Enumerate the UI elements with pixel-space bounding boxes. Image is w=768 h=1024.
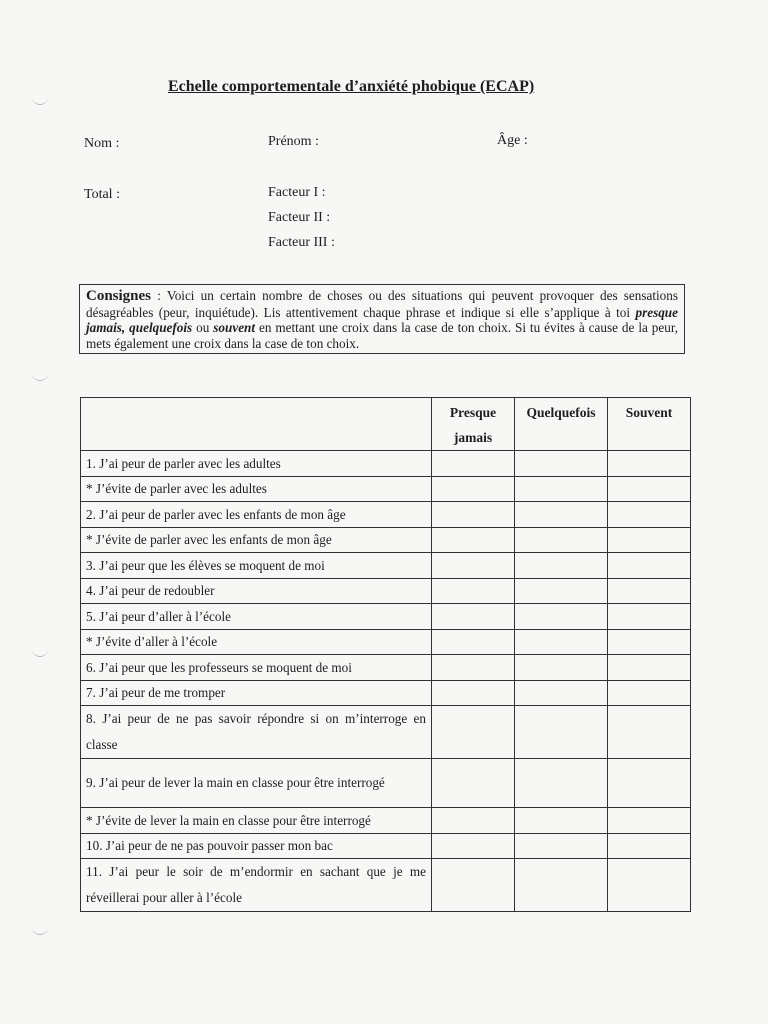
- answer-cell-souvent[interactable]: [608, 859, 691, 912]
- answer-cell-quelquefois[interactable]: [515, 604, 608, 630]
- table-row: [81, 604, 691, 630]
- answer-cell-presque-jamais[interactable]: [432, 451, 515, 477]
- answer-cell-quelquefois[interactable]: [515, 680, 608, 706]
- answer-cell-presque-jamais[interactable]: [432, 553, 515, 579]
- answer-cell-souvent[interactable]: [608, 451, 691, 477]
- item-text: 9. J’ai peur de lever la main en classe pour être interrogé: [81, 759, 432, 808]
- item-text: 6. J’ai peur que les professeurs se moquent de moi: [81, 655, 432, 681]
- punch-hole-mark: [32, 372, 48, 381]
- instructions-emphasis-1: presque jamais, quelquefois: [86, 304, 678, 336]
- answer-cell-souvent[interactable]: [608, 553, 691, 579]
- instructions-box: [79, 284, 685, 354]
- answer-cell-souvent[interactable]: [608, 604, 691, 630]
- answer-cell-presque-jamais[interactable]: [432, 578, 515, 604]
- item-text: * J’évite d’aller à l’école: [81, 629, 432, 655]
- answer-cell-presque-jamais[interactable]: [432, 833, 515, 859]
- item-text: * J’évite de parler avec les enfants de mon âge: [81, 527, 432, 553]
- table-row: [81, 833, 691, 859]
- answer-cell-souvent[interactable]: [608, 655, 691, 681]
- answer-cell-souvent[interactable]: [608, 680, 691, 706]
- answer-cell-quelquefois[interactable]: [515, 655, 608, 681]
- age-label: Âge :: [497, 133, 528, 148]
- answer-cell-presque-jamais[interactable]: [432, 476, 515, 502]
- answer-cell-quelquefois[interactable]: [515, 808, 608, 834]
- answer-cell-quelquefois[interactable]: [515, 451, 608, 477]
- answer-cell-quelquefois[interactable]: [515, 527, 608, 553]
- answer-cell-souvent[interactable]: [608, 706, 691, 759]
- answer-cell-quelquefois[interactable]: [515, 759, 608, 808]
- item-text: 1. J’ai peur de parler avec les adultes: [81, 451, 432, 477]
- item-text: 10. J’ai peur de ne pas pouvoir passer mon bac: [81, 833, 432, 859]
- instructions-label: Consignes: [86, 288, 152, 304]
- item-text: 8. J’ai peur de ne pas savoir répondre si on m’interroge en classe: [81, 706, 432, 759]
- nom-label: Nom :: [84, 136, 120, 151]
- header-quelquefois: Quelquefois: [515, 398, 608, 451]
- item-text: 11. J’ai peur le soir de m’endormir en sachant que je me réveillerai pour aller à l’école: [81, 859, 432, 912]
- table-row: [81, 451, 691, 477]
- answer-cell-presque-jamais[interactable]: [432, 604, 515, 630]
- answer-cell-quelquefois[interactable]: [515, 578, 608, 604]
- answer-cell-presque-jamais[interactable]: [432, 759, 515, 808]
- table-row: [81, 808, 691, 834]
- item-text: 5. J’ai peur d’aller à l’école: [81, 604, 432, 630]
- table-row: [81, 553, 691, 579]
- answer-cell-quelquefois[interactable]: [515, 502, 608, 528]
- answer-cell-quelquefois[interactable]: [515, 706, 608, 759]
- answer-cell-presque-jamais[interactable]: [432, 502, 515, 528]
- answer-cell-souvent[interactable]: [608, 833, 691, 859]
- instructions-emphasis-2: souvent: [213, 320, 256, 336]
- item-text: 2. J’ai peur de parler avec les enfants de mon âge: [81, 502, 432, 528]
- item-text: * J’évite de lever la main en classe pour être interrogé: [81, 808, 432, 834]
- prenom-label: Prénom :: [268, 134, 319, 149]
- answer-cell-quelquefois[interactable]: [515, 629, 608, 655]
- answer-cell-quelquefois[interactable]: [515, 476, 608, 502]
- page-title: Echelle comportementale d’anxiété phobique (ECAP): [168, 78, 535, 95]
- item-text: 4. J’ai peur de redoubler: [81, 578, 432, 604]
- answer-cell-presque-jamais[interactable]: [432, 808, 515, 834]
- answer-cell-quelquefois[interactable]: [515, 553, 608, 579]
- answer-cell-souvent[interactable]: [608, 808, 691, 834]
- table-row: [81, 706, 691, 759]
- answer-cell-presque-jamais[interactable]: [432, 629, 515, 655]
- answer-cell-presque-jamais[interactable]: [432, 680, 515, 706]
- table-row: [81, 859, 691, 912]
- item-text: 7. J’ai peur de me tromper: [81, 680, 432, 706]
- answer-cell-quelquefois[interactable]: [515, 833, 608, 859]
- facteur-3-label: Facteur III :: [268, 235, 335, 250]
- answer-cell-souvent[interactable]: [608, 527, 691, 553]
- punch-hole-mark: [32, 96, 48, 105]
- facteur-1-label: Facteur I :: [268, 185, 326, 200]
- table-row: [81, 527, 691, 553]
- table-row: [81, 680, 691, 706]
- answer-cell-presque-jamais[interactable]: [432, 706, 515, 759]
- answer-cell-presque-jamais[interactable]: [432, 655, 515, 681]
- total-label: Total :: [84, 187, 120, 202]
- table-row: [81, 629, 691, 655]
- answer-cell-souvent[interactable]: [608, 578, 691, 604]
- answer-cell-souvent[interactable]: [608, 629, 691, 655]
- table-row: [81, 578, 691, 604]
- instructions-text-1: : Voici un certain nombre de choses ou des situations qui peuvent provoquer des sensations désagréables (peur, inquiétude). Lis attentivement chaque phrase et indique si elle s’applique à toi: [86, 288, 678, 320]
- item-text: 3. J’ai peur que les élèves se moquent de moi: [81, 553, 432, 579]
- answer-cell-quelquefois[interactable]: [515, 859, 608, 912]
- answer-cell-souvent[interactable]: [608, 502, 691, 528]
- answer-cell-souvent[interactable]: [608, 759, 691, 808]
- answer-cell-presque-jamais[interactable]: [432, 527, 515, 553]
- table-header-row: [81, 398, 691, 451]
- table-row: [81, 759, 691, 808]
- table-row: [81, 502, 691, 528]
- instructions-text-2: ou: [192, 320, 214, 336]
- punch-hole-mark: [32, 926, 48, 935]
- answer-cell-presque-jamais[interactable]: [432, 859, 515, 912]
- item-text: * J’évite de parler avec les adultes: [81, 476, 432, 502]
- punch-hole-mark: [32, 648, 48, 657]
- instructions-text-3: en mettant une croix dans la case de ton choix. Si tu évites à cause de la peur, mets également une croix dans la case de ton choix.: [86, 320, 678, 351]
- header-presque-jamais: Presque jamais: [432, 398, 515, 451]
- table-row: [81, 655, 691, 681]
- facteur-2-label: Facteur II :: [268, 210, 331, 225]
- answer-cell-souvent[interactable]: [608, 476, 691, 502]
- header-item: [81, 398, 432, 451]
- questionnaire-table: [80, 397, 691, 912]
- table-row: [81, 476, 691, 502]
- header-souvent: Souvent: [608, 398, 691, 451]
